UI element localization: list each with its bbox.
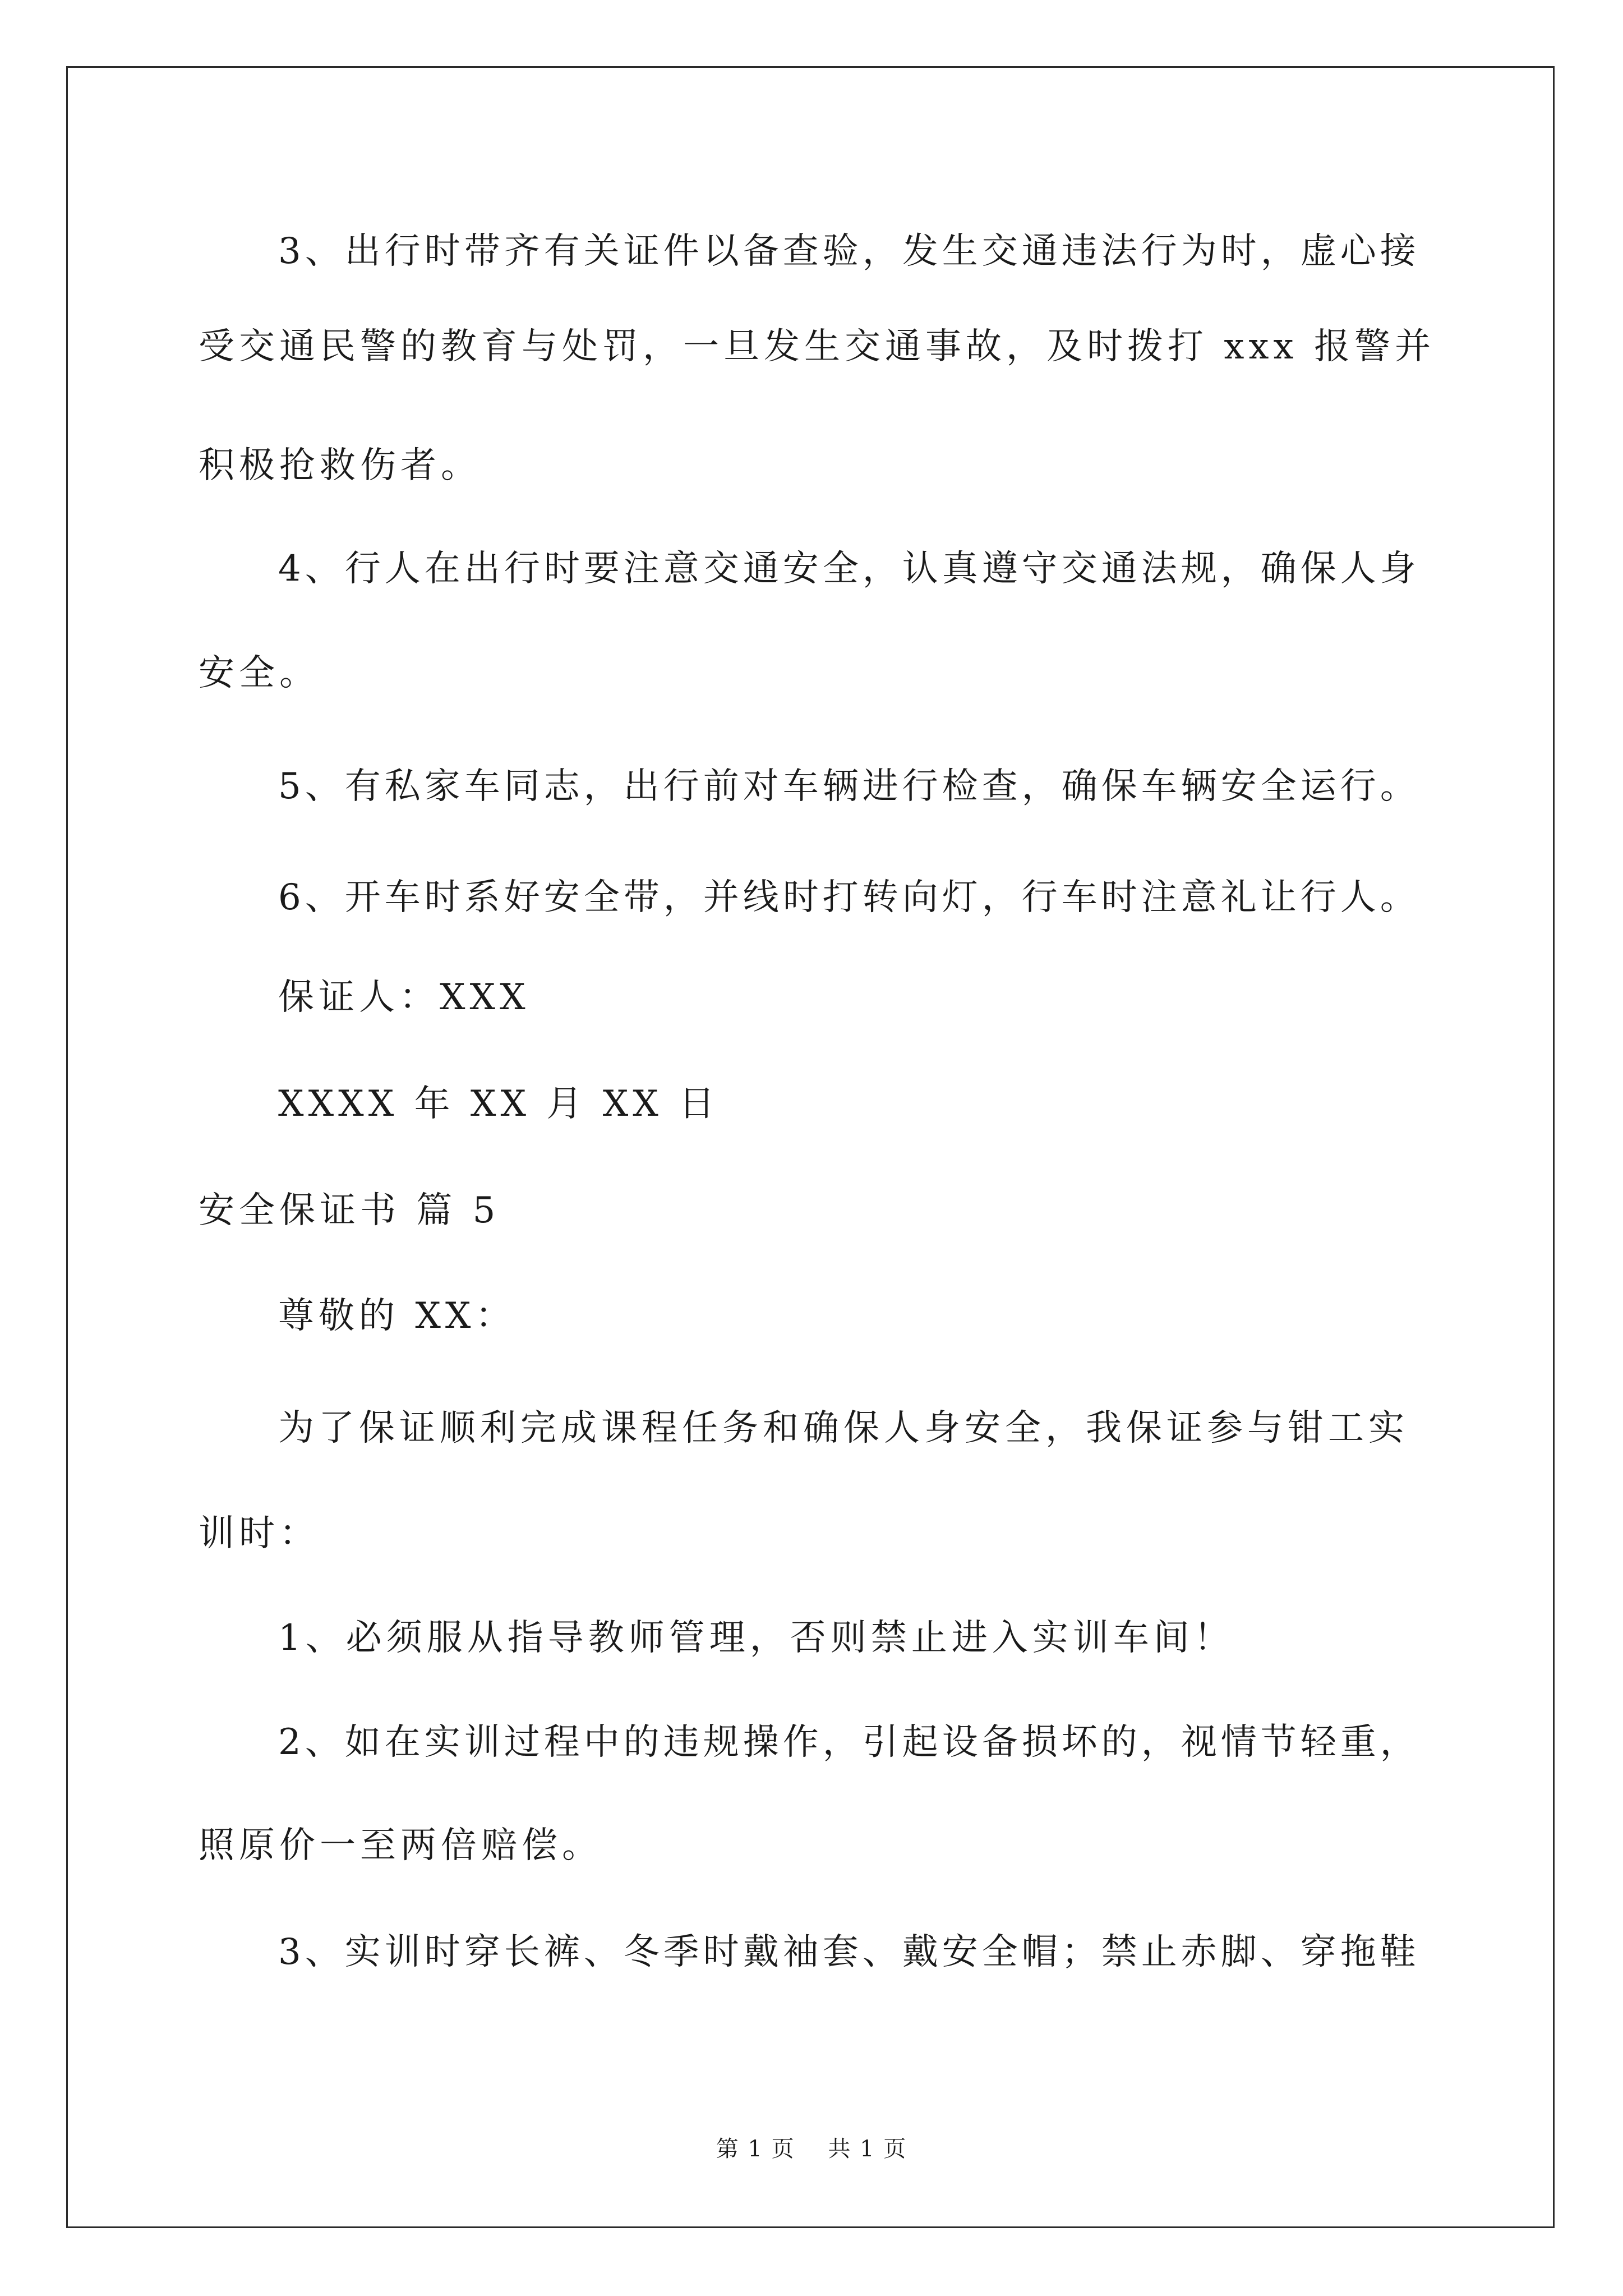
body-line: 积极抢救伤者。	[199, 445, 481, 486]
body-line: 6、开车时系好安全带，并线时打转向灯，行车时注意礼让行人。	[278, 877, 1420, 918]
page-number-footer: 第 1 页 共 1 页	[716, 2136, 907, 2162]
guarantor-line: 保证人：XXX	[278, 977, 530, 1018]
body-line: 安全。	[199, 652, 320, 694]
body-line: 2、如在实训过程中的违规操作，引起设备损坏的，视情节轻重，	[278, 1722, 1420, 1763]
body-line: 训时：	[199, 1513, 320, 1554]
body-line: 3、实训时穿长裤、冬季时戴袖套、戴安全帽；禁止赤脚、穿拖鞋	[278, 1931, 1420, 1973]
body-line: 5、有私家车同志，出行前对车辆进行检查，确保车辆安全运行。	[278, 766, 1420, 807]
section-title: 安全保证书 篇 5	[199, 1190, 500, 1231]
body-line: 照原价一至两倍赔偿。	[199, 1825, 602, 1866]
body-line: 为了保证顺利完成课程任务和确保人身安全，我保证参与钳工实	[278, 1407, 1409, 1449]
page-border	[66, 66, 1555, 2228]
salutation-line: 尊敬的 XX：	[278, 1295, 516, 1337]
body-line: 4、行人在出行时要注意交通安全，认真遵守交通法规，确保人身	[278, 548, 1420, 590]
body-line: 受交通民警的教育与处罚，一旦发生交通事故，及时拨打 xxx 报警并	[199, 326, 1435, 367]
body-line: 1、必须服从指导教师管理，否则禁止进入实训车间！	[278, 1617, 1234, 1659]
body-line: 3、出行时带齐有关证件以备查验，发生交通违法行为时，虚心接	[278, 231, 1420, 272]
date-line: XXXX 年 XX 月 XX 日	[278, 1083, 720, 1125]
